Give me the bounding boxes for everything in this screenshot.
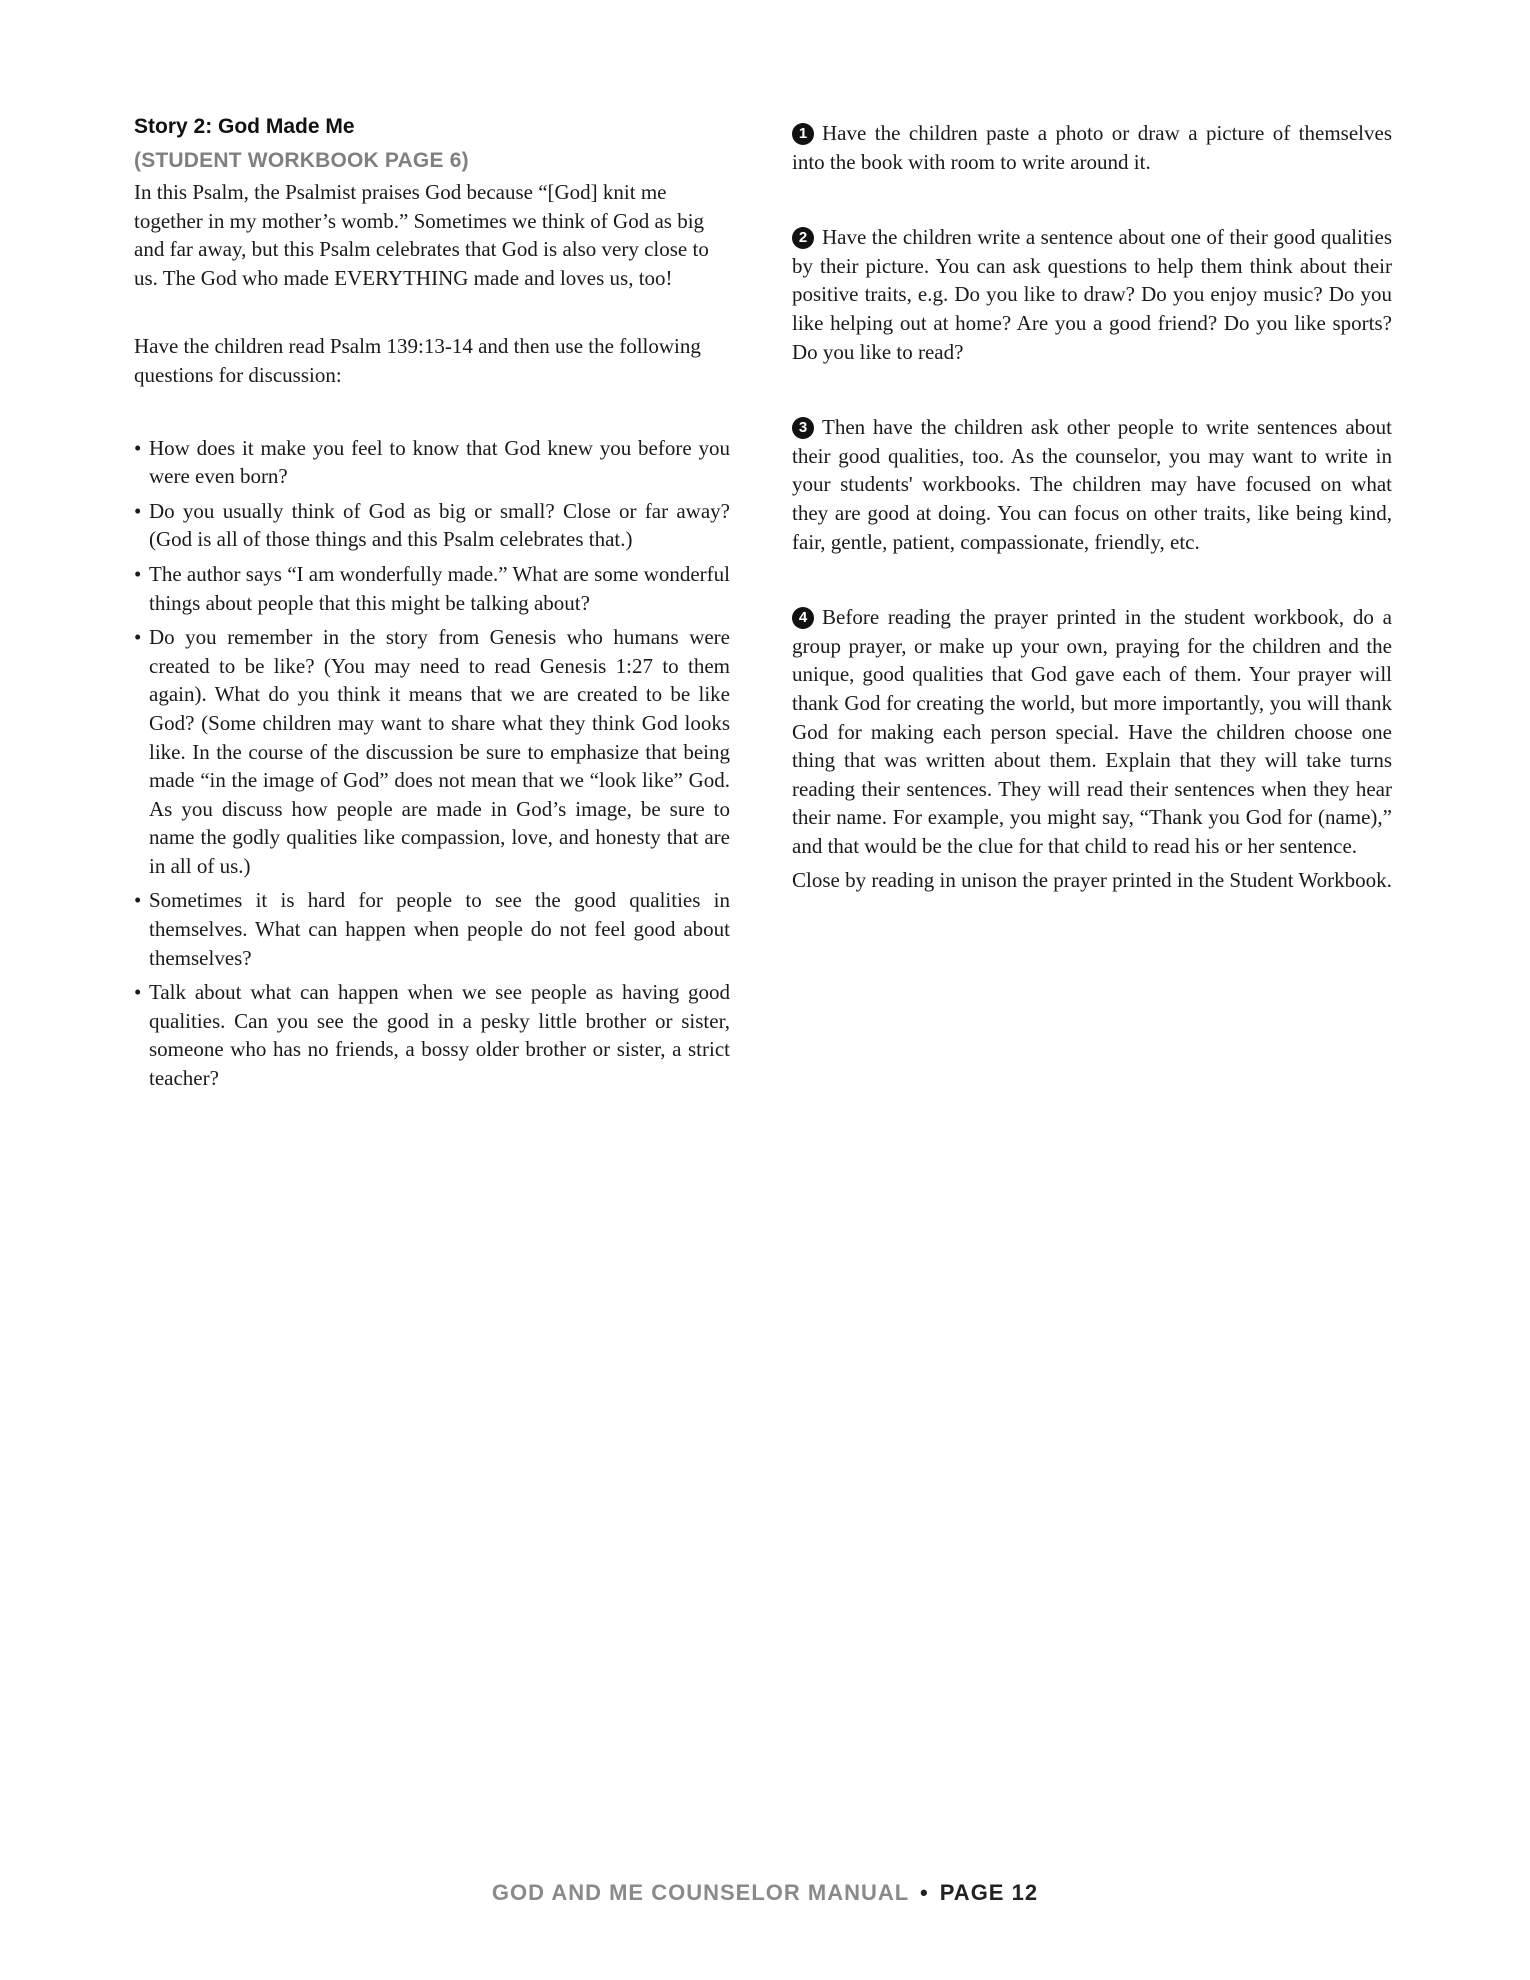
bullet-icon: • (134, 980, 142, 1005)
story-subtitle: (STUDENT WORKBOOK PAGE 6) (134, 149, 469, 172)
page-footer (0, 1880, 1530, 1906)
question-text: Do you usually think of God as big or small? Close or far away? (God is all of those things and this Psalm celebrates that.) (149, 498, 730, 552)
discussion-question-list (134, 434, 730, 1093)
footer-page-number: PAGE 12 (939, 1880, 1039, 1905)
bullet-icon: • (134, 625, 142, 650)
question-text: Do you remember in the story from Genesis who humans were created to be like? (You may need to read Genesis 1:27 to them again). What do you think it means that we are created to be like God? (Some children may want to share what they think God looks like. In the course of the discussion be sure to emphasize that being made “in the image of God” does not mean that we “look like” God. As you discuss how people are made in God’s image, be sure to name the godly qualities like compassion, love, and honesty that are in all of us.) (149, 625, 730, 878)
list-item (134, 497, 730, 554)
activity-step (792, 223, 1392, 366)
step-number-3-icon: 3 (792, 417, 814, 439)
footer-manual-title: GOD AND ME COUNSELOR MANUAL (491, 1880, 909, 1905)
closing-paragraph: Close by reading in unison the prayer printed in the Student Workbook. (792, 868, 1392, 893)
step-text: Then have the children ask other people to write sentences about their good qualities, too. As the counselor, you may want to write in your students' workbooks. The children may have focused on what they are good at doing. You can focus on other traits, like being kind, fair, gentle, patient, compassionate, friendly, etc. (792, 415, 1392, 554)
step-text: Have the children write a sentence about one of their good qualities by their picture. You can ask questions to help them think about their positive traits, e.g. Do you like to draw? Do you enjoy music? Do you like helping out at home? Are you a good friend? Do you like sports? Do you like to read? (792, 225, 1392, 364)
intro-paragraph: In this Psalm, the Psalmist praises God because “[God] knit me together in my mother’s womb.” Sometimes we think of God as big and far away, but this Psalm celebrates that God is also very close to us. The God who made EVERYTHING made and loves us, too! (134, 180, 709, 290)
activity-step (792, 119, 1392, 176)
bullet-icon: • (134, 561, 142, 586)
list-item (134, 978, 730, 1092)
question-text: The author says “I am wonderfully made.” What are some wonderful things about people that this might be talking about? (149, 561, 730, 615)
step-number-2-icon: 2 (792, 227, 814, 249)
footer-separator: • (919, 1880, 929, 1905)
bullet-icon: • (134, 888, 142, 913)
list-item (134, 560, 730, 617)
bullet-icon: • (134, 435, 142, 460)
step-text: Have the children paste a photo or draw a picture of themselves into the book with room to write around it. (792, 121, 1392, 174)
bullet-icon: • (134, 498, 142, 523)
question-text: Talk about what can happen when we see people as having good qualities. Can you see the good in a pesky little brother or sister, someone who has no friends, a bossy older brother or sister, a strict teacher? (149, 980, 730, 1091)
question-text: Sometimes it is hard for people to see the good qualities in themselves. What can happen when people do not feel good about themselves? (149, 888, 730, 970)
list-item (134, 886, 730, 972)
activity-step (792, 413, 1392, 556)
discussion-intro-paragraph: Have the children read Psalm 139:13-14 and then use the following questions for discussion: (134, 334, 701, 387)
question-text: How does it make you feel to know that God knew you before you were even born? (149, 435, 730, 489)
left-column (134, 112, 730, 1099)
story-title: Story 2: God Made Me (134, 115, 355, 138)
list-item (134, 623, 730, 880)
step-number-1-icon: 1 (792, 123, 814, 145)
activity-step (792, 603, 1392, 860)
step-number-4-icon: 4 (792, 607, 814, 629)
right-column (792, 119, 1392, 895)
list-item (134, 434, 730, 491)
step-text: Before reading the prayer printed in the student workbook, do a group prayer, or make up your own, praying for the children and the unique, good qualities that God gave each of them. Your prayer will thank God for creating the world, but more importantly, you will thank God for making each person special. Have the children choose one thing that was written about them. Explain that they will take turns reading their sentences. They will read their sentences when they hear their name. For example, you might say, “Thank you God for (name),” and that would be the clue for that child to read his or her sentence. (792, 605, 1392, 858)
